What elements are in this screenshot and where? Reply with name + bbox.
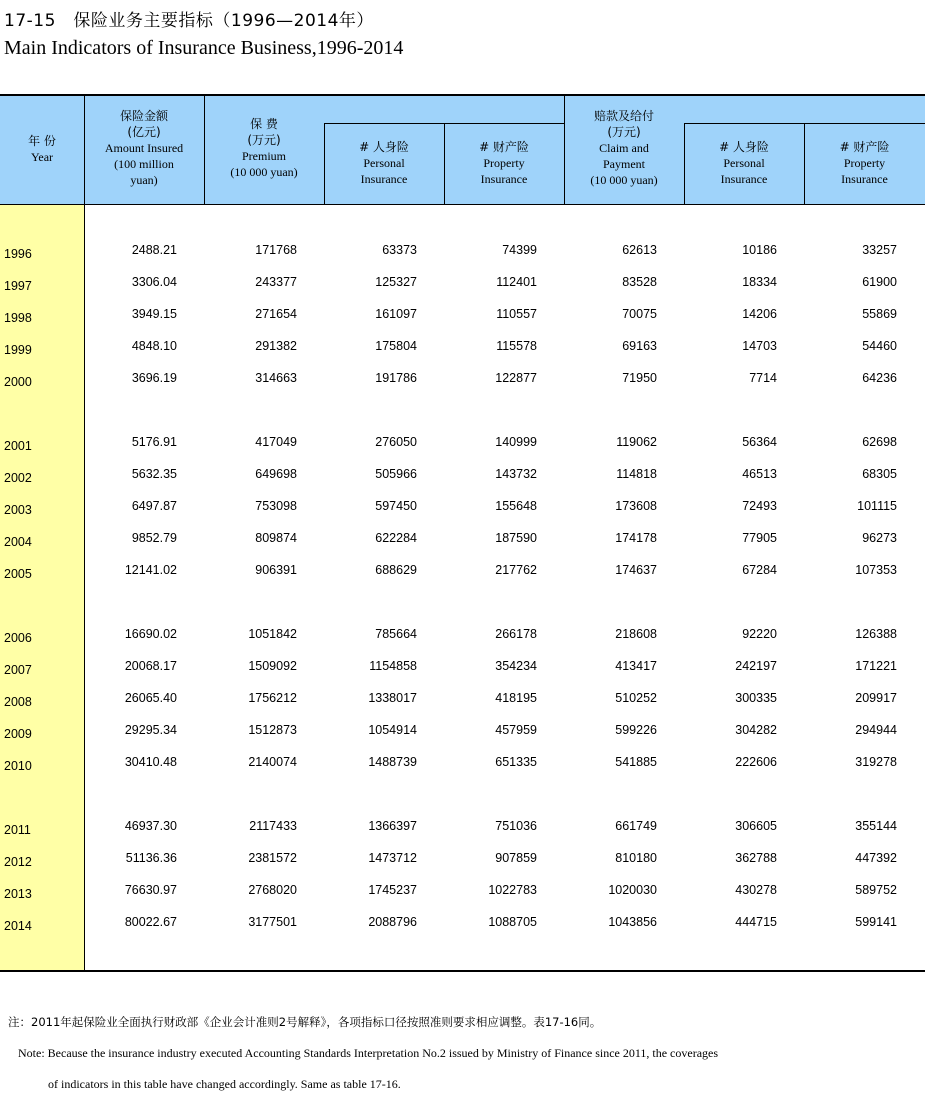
cell-c-property: 355144 [855,819,897,833]
cell-p-property: 1022783 [488,883,537,897]
cell-premium: 314663 [255,371,297,385]
cell-claim: 1043856 [608,915,657,929]
cell-p-property: 115578 [496,339,537,353]
cell-claim: 62613 [622,243,657,257]
note-cn: 注：2011年起保险业全面执行财政部《企业会计准则2号解释》，各项指标口径按照准则要求相应调整。表17-16同。 [8,1015,602,1029]
row-year: 2001 [4,439,32,453]
cell-p-property: 217762 [495,563,537,577]
row-year: 2008 [4,695,32,709]
cell-c-personal: 300335 [735,691,777,705]
cell-amount: 2488.21 [131,243,177,257]
table-row [0,499,925,519]
cell-p-property: 110557 [496,307,537,321]
row-year: 2014 [4,919,32,933]
note-en-line2: of indicators in this table have changed accordingly. Same as table 17-16. [48,1077,401,1091]
cell-premium: 2117433 [249,819,297,833]
row-year: 2013 [4,887,32,901]
cell-p-personal: 505966 [375,467,417,481]
table-row [0,435,925,455]
cell-amount: 16690.02 [124,627,177,641]
cell-c-personal: 7714 [749,371,777,385]
row-year: 2006 [4,631,32,645]
row-year: 2004 [4,535,32,549]
cell-claim: 173608 [615,499,657,513]
header-claim-property: # 财产险 Property Insurance [839,140,890,186]
table-row [0,531,925,551]
row-year: 2009 [4,727,32,741]
cell-c-property: 33257 [862,243,897,257]
row-year: 2007 [4,663,32,677]
row-year: 2010 [4,759,32,773]
table-row [0,339,925,359]
header-premium-property: # 财产险 Property Insurance [479,140,529,186]
row-year: 1997 [4,279,32,293]
cell-claim: 83528 [622,275,657,289]
cell-c-personal: 362788 [735,851,777,865]
cell-premium: 417049 [255,435,297,449]
cell-p-personal: 622284 [375,531,417,545]
cell-premium: 3177501 [248,915,297,929]
cell-p-personal: 688629 [375,563,417,577]
cell-c-personal: 46513 [742,467,777,481]
cell-p-property: 140999 [495,435,537,449]
cell-premium: 1051842 [248,627,297,641]
cell-p-property: 651335 [495,755,537,769]
cell-p-property: 143732 [495,467,537,481]
cell-premium: 171768 [255,243,297,257]
cell-c-personal: 10186 [742,243,777,257]
table-top-border [0,94,925,96]
cell-premium: 906391 [255,563,297,577]
cell-claim: 119062 [616,435,657,449]
cell-claim: 541885 [615,755,657,769]
table-row [0,883,925,903]
cell-amount: 3949.15 [131,307,177,321]
table-row [0,659,925,679]
cell-p-property: 751036 [495,819,537,833]
cell-c-personal: 14703 [742,339,777,353]
cell-premium: 753098 [255,499,297,513]
cell-claim: 114818 [616,467,657,481]
table-row [0,915,925,935]
cell-c-property: 599141 [855,915,897,929]
cell-p-property: 187590 [495,531,537,545]
header-claim: 赔款及给付 (万元) Claim and Payment (10 000 yuan) [590,109,658,187]
cell-p-property: 266178 [495,627,537,641]
cell-p-personal: 1473712 [368,851,417,865]
cell-c-personal: 222606 [735,755,777,769]
cell-premium: 1509092 [248,659,297,673]
table-row [0,819,925,839]
row-year: 2002 [4,471,32,485]
cell-c-property: 209917 [855,691,897,705]
cell-amount: 5632.35 [131,467,177,481]
row-year: 2000 [4,375,32,389]
cell-c-personal: 77905 [742,531,777,545]
cell-amount: 5176.91 [131,435,177,449]
cell-premium: 809874 [255,531,297,545]
cell-amount: 76630.97 [124,883,177,897]
cell-claim: 174637 [615,563,657,577]
header-bottom-border [0,204,925,205]
cell-premium: 2140074 [248,755,297,769]
cell-amount: 9852.79 [131,531,177,545]
table-row [0,723,925,743]
cell-c-personal: 14206 [742,307,777,321]
cell-p-personal: 1338017 [368,691,417,705]
table-row [0,243,925,263]
table-row [0,851,925,871]
cell-claim: 71950 [622,371,657,385]
table-row [0,275,925,295]
cell-amount: 29295.34 [124,723,177,737]
cell-amount: 51136.36 [125,851,177,865]
cell-c-property: 171221 [855,659,897,673]
header-amount-insured: 保险金额 (亿元) Amount Insured (100 million yuan) [104,109,184,187]
cell-p-personal: 191786 [375,371,417,385]
cell-claim: 413417 [615,659,657,673]
cell-p-personal: 161097 [375,307,417,321]
cell-premium: 2381572 [248,851,297,865]
cell-p-property: 907859 [495,851,537,865]
cell-c-property: 126388 [855,627,897,641]
cell-p-personal: 1154858 [369,659,417,673]
cell-p-property: 457959 [495,723,537,737]
cell-c-property: 54460 [862,339,897,353]
cell-c-personal: 18334 [742,275,777,289]
table-title-en: Main Indicators of Insurance Business,1996-2014 [4,37,404,59]
cell-amount: 46937.30 [124,819,177,833]
row-year: 1998 [4,311,32,325]
cell-c-property: 55869 [862,307,897,321]
table-title-cn: 17-15 保险业务主要指标（1996—2014年） [4,11,374,31]
cell-c-property: 62698 [862,435,897,449]
table-row [0,307,925,327]
table-bottom-border [0,970,925,972]
header-premium-personal: # 人身险 Personal Insurance [359,140,409,186]
cell-p-property: 354234 [495,659,537,673]
cell-p-property: 418195 [495,691,537,705]
cell-p-personal: 1745237 [368,883,417,897]
cell-c-property: 589752 [855,883,897,897]
cell-p-personal: 63373 [382,243,417,257]
cell-c-property: 447392 [855,851,897,865]
cell-p-property: 122877 [495,371,537,385]
cell-c-personal: 72493 [742,499,777,513]
note-en-line1: Note: Because the insurance industry executed Accounting Standards Interpretation No.2 issued by Ministry of Finance since 2011, the coverages [18,1046,719,1060]
cell-amount: 80022.67 [124,915,177,929]
cell-p-personal: 1054914 [368,723,417,737]
cell-p-personal: 785664 [375,627,417,641]
cell-amount: 26065.40 [124,691,177,705]
cell-p-personal: 1488739 [368,755,417,769]
cell-p-property: 74399 [502,243,537,257]
row-year: 2005 [4,567,32,581]
cell-p-property: 112401 [496,275,537,289]
cell-c-personal: 430278 [735,883,777,897]
row-year: 2003 [4,503,32,517]
table-row [0,467,925,487]
cell-p-personal: 125327 [375,275,417,289]
cell-claim: 510252 [615,691,657,705]
cell-p-property: 1088705 [488,915,537,929]
cell-claim: 70075 [622,307,657,321]
cell-c-property: 319278 [855,755,897,769]
cell-amount: 3696.19 [131,371,177,385]
cell-amount: 4848.10 [131,339,177,353]
cell-amount: 20068.17 [124,659,177,673]
header-claim-personal: # 人身险 Personal Insurance [719,140,769,186]
cell-claim: 174178 [615,531,657,545]
cell-amount: 3306.04 [131,275,177,289]
cell-p-personal: 597450 [375,499,417,513]
table-row [0,691,925,711]
table-row [0,371,925,391]
table-row [0,627,925,647]
cell-p-personal: 175804 [375,339,417,353]
cell-c-property: 64236 [862,371,897,385]
cell-claim: 1020030 [608,883,657,897]
cell-c-personal: 304282 [735,723,777,737]
table-row [0,563,925,583]
cell-c-personal: 444715 [735,915,777,929]
row-year: 2011 [4,823,31,837]
cell-c-personal: 92220 [742,627,777,641]
cell-premium: 243377 [255,275,297,289]
cell-c-personal: 67284 [742,563,777,577]
cell-premium: 2768020 [248,883,297,897]
cell-p-personal: 1366397 [368,819,417,833]
cell-claim: 69163 [622,339,657,353]
cell-claim: 810180 [615,851,657,865]
cell-amount: 12141.02 [124,563,177,577]
cell-premium: 1756212 [248,691,297,705]
cell-premium: 271654 [255,307,297,321]
cell-amount: 30410.48 [124,755,177,769]
cell-claim: 218608 [615,627,657,641]
cell-p-personal: 2088796 [368,915,417,929]
row-year: 1999 [4,343,32,357]
cell-c-personal: 306605 [735,819,777,833]
cell-claim: 599226 [615,723,657,737]
cell-c-property: 294944 [855,723,897,737]
cell-p-personal: 276050 [375,435,417,449]
header-year: 年 份 Year [28,134,56,164]
cell-amount: 6497.87 [131,499,177,513]
cell-claim: 661749 [615,819,657,833]
cell-c-property: 61900 [862,275,897,289]
cell-c-property: 68305 [862,467,897,481]
cell-premium: 649698 [255,467,297,481]
header-premium: 保 费 (万元) Premium (10 000 yuan) [230,117,298,179]
cell-premium: 1512873 [248,723,297,737]
row-year: 2012 [4,855,32,869]
cell-c-property: 101115 [857,499,897,513]
cell-c-property: 107353 [855,563,897,577]
cell-c-personal: 242197 [735,659,777,673]
cell-c-personal: 56364 [742,435,777,449]
cell-c-property: 96273 [862,531,897,545]
cell-premium: 291382 [255,339,297,353]
table-row [0,755,925,775]
row-year: 1996 [4,247,32,261]
cell-p-property: 155648 [495,499,537,513]
